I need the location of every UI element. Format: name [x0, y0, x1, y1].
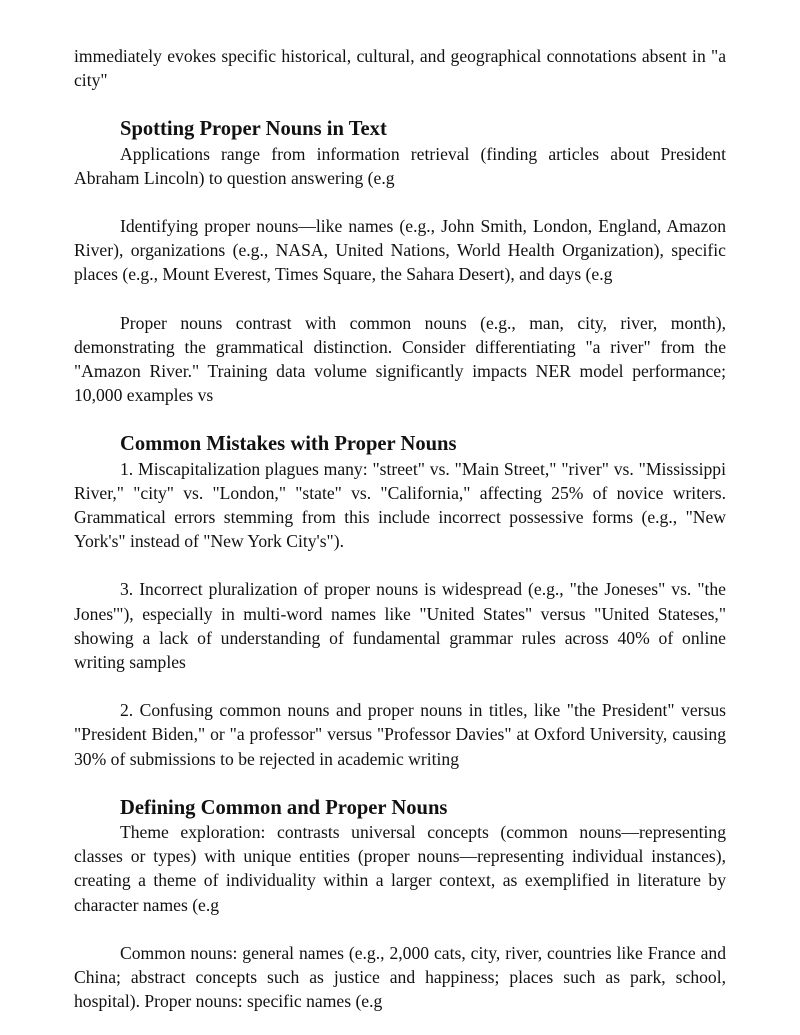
continuation-paragraph: immediately evokes specific historical, cultural, and geographical connotations absent in "a city": [74, 46, 726, 91]
paragraph: Proper nouns contrast with common nouns (e.g., man, city, river, month), demonstrating the grammatical distinction. Consider differentiating "a river" from the "Amazon River." Training data volume significantly impacts NER model performance; 10,000 examples vs: [74, 312, 726, 406]
list-paragraph: 1. Miscapitalization plagues many: "street" vs. "Main Street," "river" vs. "Mississippi River," "city" vs. "London," "state" vs. "California," affecting 25% of novice writers. Grammatical errors stemming from this include incorrect possessive forms (e.g., "New York's" instead of "New York City's").: [74, 458, 726, 552]
section-heading-spotting: Spotting Proper Nouns in Text: [120, 118, 387, 141]
paragraph: Common nouns: general names (e.g., 2,000 cats, city, river, countries like France and China; abstract concepts such as justice and happiness; places such as park, school, hospital). Proper nouns: specific names (e.g: [74, 942, 726, 1012]
list-paragraph: 3. Incorrect pluralization of proper nouns is widespread (e.g., "the Joneses" vs. "the Jones'"), especially in multi-word names like "United States" versus "United Stateses," showing a lack of understanding of fundamental grammar rules across 40% of online writing samples: [74, 579, 726, 673]
section-heading-mistakes: Common Mistakes with Proper Nouns: [120, 433, 457, 456]
document-page: [74, 44, 726, 1014]
paragraph: Theme exploration: contrasts universal concepts (common nouns—representing classes or types) with unique entities (proper nouns—representing individual instances), creating a theme of individuality within a larger context, as exemplified in literature by character names (e.g: [74, 822, 726, 915]
list-paragraph: 2. Confusing common nouns and proper nouns in titles, like "the President" versus "President Biden," or "a professor" versus "Professor Davies" at Oxford University, causing 30% of submissions to be rejected in academic writing: [74, 700, 726, 769]
section-heading-defining: Defining Common and Proper Nouns: [120, 796, 448, 819]
paragraph: Identifying proper nouns—like names (e.g., John Smith, London, England, Amazon River), organizations (e.g., NASA, United Nations, World Health Organization), specific places (e.g., Mount Everest, Times Square, the Sahara Desert), and days (e.g: [74, 216, 726, 285]
paragraph: Applications range from information retrieval (finding articles about President Abraham Lincoln) to question answering (e.g: [74, 143, 726, 188]
